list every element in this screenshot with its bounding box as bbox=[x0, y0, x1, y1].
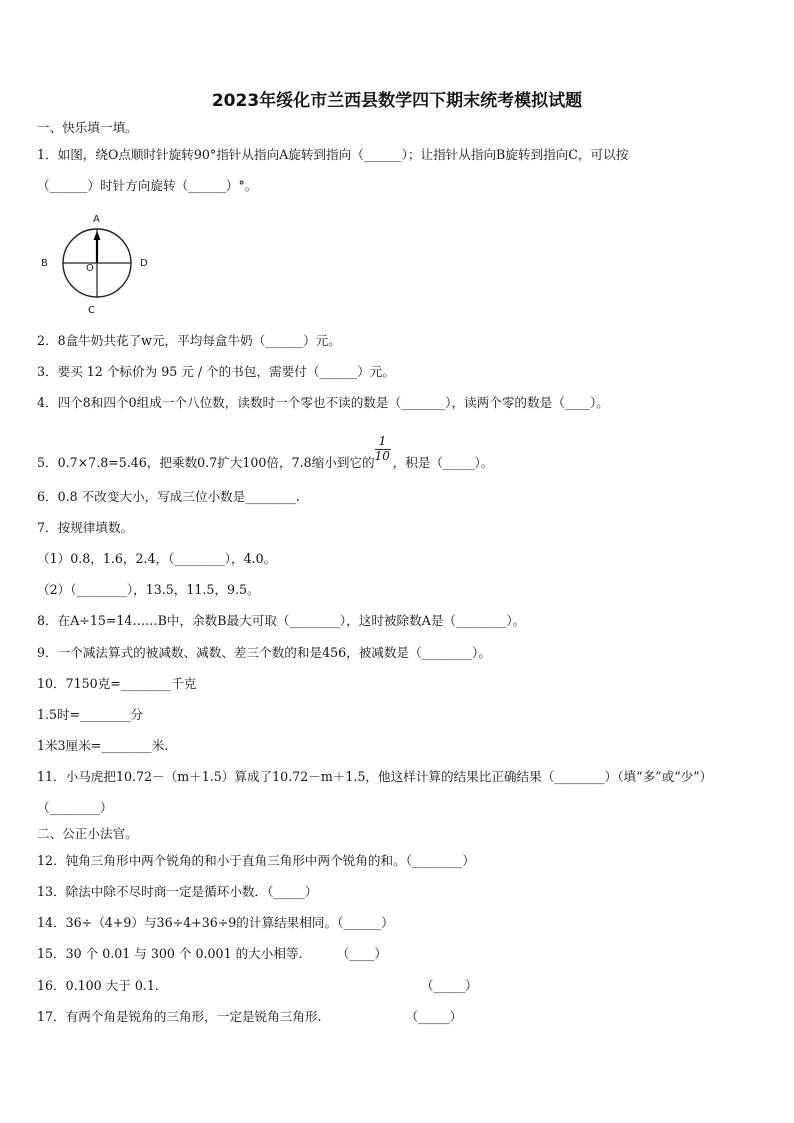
fraction-one-tenth bbox=[374, 434, 393, 471]
question-5-tail: ，积是（_____）。 bbox=[392, 455, 494, 470]
question-3: 3．要买 12 个标价为 95 元 / 个的书包，需要付（______）元。 bbox=[37, 364, 395, 379]
question-4: 4．四个8和四个0组成一个八位数，读数时一个零也不读的数是（_______），读两个零的数是（____）。 bbox=[37, 395, 609, 410]
question-14: 14．36÷（4+9）与36÷4+36÷9的计算结果相同。（______） bbox=[37, 915, 394, 930]
question-15-text: 15．30 个 0.01 与 300 个 0.001 的大小相等. bbox=[37, 946, 303, 961]
question-10-line-2: 1.5时=________分 bbox=[37, 707, 144, 722]
question-11-line-1: 11．小马虎把10.72－（m＋1.5）算成了10.72－m＋1.5，他这样计算的结果比正确结果（________）（填“多”或“少”） bbox=[37, 769, 713, 784]
question-15-blank: （____） bbox=[336, 946, 387, 961]
question-15 bbox=[37, 946, 387, 962]
pointer-arrow-icon bbox=[94, 231, 101, 240]
fraction-denominator: 10 bbox=[374, 449, 390, 463]
question-8: 8．在A÷15=14……B中，余数B最大可取（________），这时被除数A是（________）。 bbox=[37, 613, 526, 628]
fraction-numerator: 1 bbox=[378, 434, 387, 448]
question-16 bbox=[37, 978, 478, 994]
question-7-part-2: （2）（________），13.5，11.5，9.5。 bbox=[37, 582, 260, 597]
label-b: B bbox=[41, 258, 48, 269]
question-17 bbox=[37, 1009, 462, 1025]
question-12: 12．钝角三角形中两个锐角的和小于直角三角形中两个锐角的和。（________） bbox=[37, 853, 475, 868]
question-2: 2．8盒牛奶共花了w元，平均每盒牛奶（______）元。 bbox=[37, 333, 341, 348]
question-17-blank: （_____） bbox=[405, 1009, 463, 1024]
question-1-line-2: （______）时针方向旋转（______）°。 bbox=[37, 178, 258, 193]
question-16-blank: （_____） bbox=[420, 978, 478, 993]
question-16-text: 16．0.100 大于 0.1. bbox=[37, 978, 159, 993]
label-o: O bbox=[86, 263, 94, 274]
question-17-text: 17．有两个角是锐角的三角形，一定是锐角三角形. bbox=[37, 1009, 322, 1024]
question-1-line-1: 1．如图，绕O点顺时针旋转90°指针从指向A旋转到指向（______）；让指针从指向B旋转到指向C，可以按 bbox=[37, 147, 629, 162]
clock-dial-figure bbox=[38, 208, 158, 318]
question-10-line-3: 1米3厘米=________米. bbox=[37, 738, 169, 753]
question-7: 7．按规律填数。 bbox=[37, 520, 134, 535]
question-5 bbox=[37, 434, 494, 471]
label-c: C bbox=[88, 305, 95, 316]
question-5-text: 5．0.7×7.8=5.46，把乘数0.7扩大100倍，7.8缩小到它的 bbox=[37, 455, 375, 470]
question-10-line-1: 10．7150克=________千克 bbox=[37, 676, 197, 691]
question-13: 13．除法中除不尽时商一定是循环小数．（_____） bbox=[37, 884, 318, 899]
question-9: 9．一个减法算式的被减数、减数、差三个数的和是456，被减数是（________）。 bbox=[37, 645, 491, 660]
label-d: D bbox=[140, 258, 148, 269]
section-heading-judge: 二、公正小法官。 bbox=[37, 826, 138, 841]
label-a: A bbox=[93, 214, 100, 225]
page-title: 2023年绥化市兰西县数学四下期末统考模拟试题 bbox=[211, 91, 583, 111]
question-7-part-1: （1）0.8，1.6，2.4，（________），4.0。 bbox=[37, 551, 277, 566]
question-11-line-2: （________） bbox=[37, 800, 113, 815]
question-6: 6．0.8 不改变大小，写成三位小数是________. bbox=[37, 489, 300, 504]
section-heading-fill: 一、快乐填一填。 bbox=[37, 120, 138, 135]
